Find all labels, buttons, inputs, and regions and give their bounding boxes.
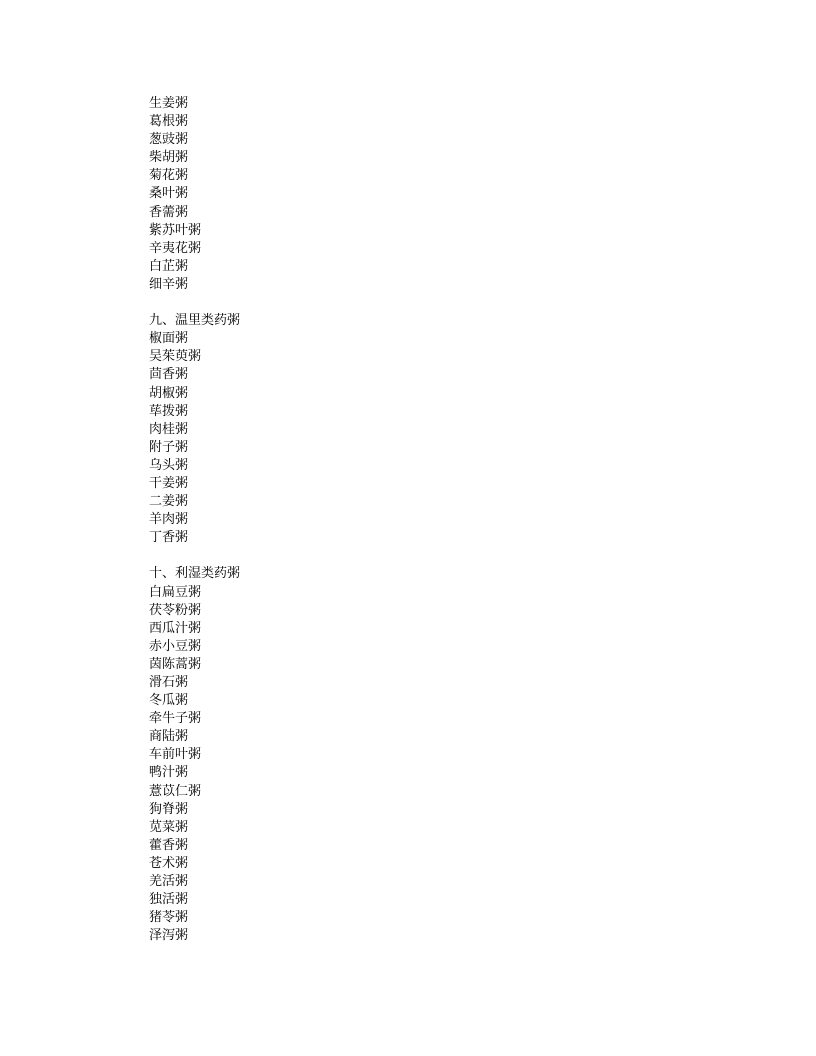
list-item: 紫苏叶粥 [149,222,202,238]
list-item: 胡椒粥 [149,385,189,401]
blank-line [149,547,749,565]
list-item: 苋菜粥 [149,819,189,835]
list-item: 猪苓粥 [149,910,189,926]
list-item: 乌头粥 [149,457,189,473]
list-item: 车前叶粥 [149,747,202,763]
list-item: 鸭汁粥 [149,765,189,781]
list-item: 菊花粥 [149,168,189,184]
list-item: 附子粥 [149,439,189,455]
list-item: 藿香粥 [149,837,189,853]
list-item: 荜拨粥 [149,403,189,419]
list-item: 茵陈蒿粥 [149,656,202,672]
list-item: 泽泻粥 [149,928,189,944]
list-item: 薏苡仁粥 [149,783,202,799]
document-page [149,95,749,945]
list-item: 羌活粥 [149,874,189,890]
section-heading: 九、温里类药粥 [149,313,241,329]
list-item: 赤小豆粥 [149,638,202,654]
list-item: 白扁豆粥 [149,584,202,600]
list-item: 吴茱萸粥 [149,349,202,365]
list-item: 冬瓜粥 [149,693,189,709]
list-item: 肉桂粥 [149,421,189,437]
section-top-list [149,95,749,294]
list-item: 茯苓粉粥 [149,602,202,618]
section-10 [149,565,749,945]
list-item: 商陆粥 [149,729,189,745]
list-item: 滑石粥 [149,675,189,690]
section-9 [149,312,749,547]
list-item: 生姜粥 [149,96,189,111]
list-item: 狗脊粥 [149,801,189,817]
list-item: 葱豉粥 [149,132,189,148]
list-item: 西瓜汁粥 [149,620,202,636]
list-item: 丁香粥 [149,530,189,546]
list-item: 茴香粥 [149,367,189,383]
section-heading: 十、利湿类药粥 [149,566,241,582]
list-item: 椒面粥 [149,331,189,347]
list-item: 二姜粥 [149,494,189,510]
list-item: 香薷粥 [149,204,189,220]
list-item: 白芷粥 [149,258,189,274]
list-item: 柴胡粥 [149,150,189,166]
list-item: 牵牛子粥 [149,711,202,727]
list-item: 独活粥 [149,892,189,908]
list-item: 细辛粥 [149,276,189,292]
list-item: 羊肉粥 [149,512,189,528]
list-item: 干姜粥 [149,475,189,491]
list-item: 桑叶粥 [149,186,189,202]
list-item: 葛根粥 [149,114,189,130]
list-item: 辛夷花粥 [149,240,202,256]
list-item: 苍术粥 [149,855,189,871]
blank-line [149,294,749,312]
